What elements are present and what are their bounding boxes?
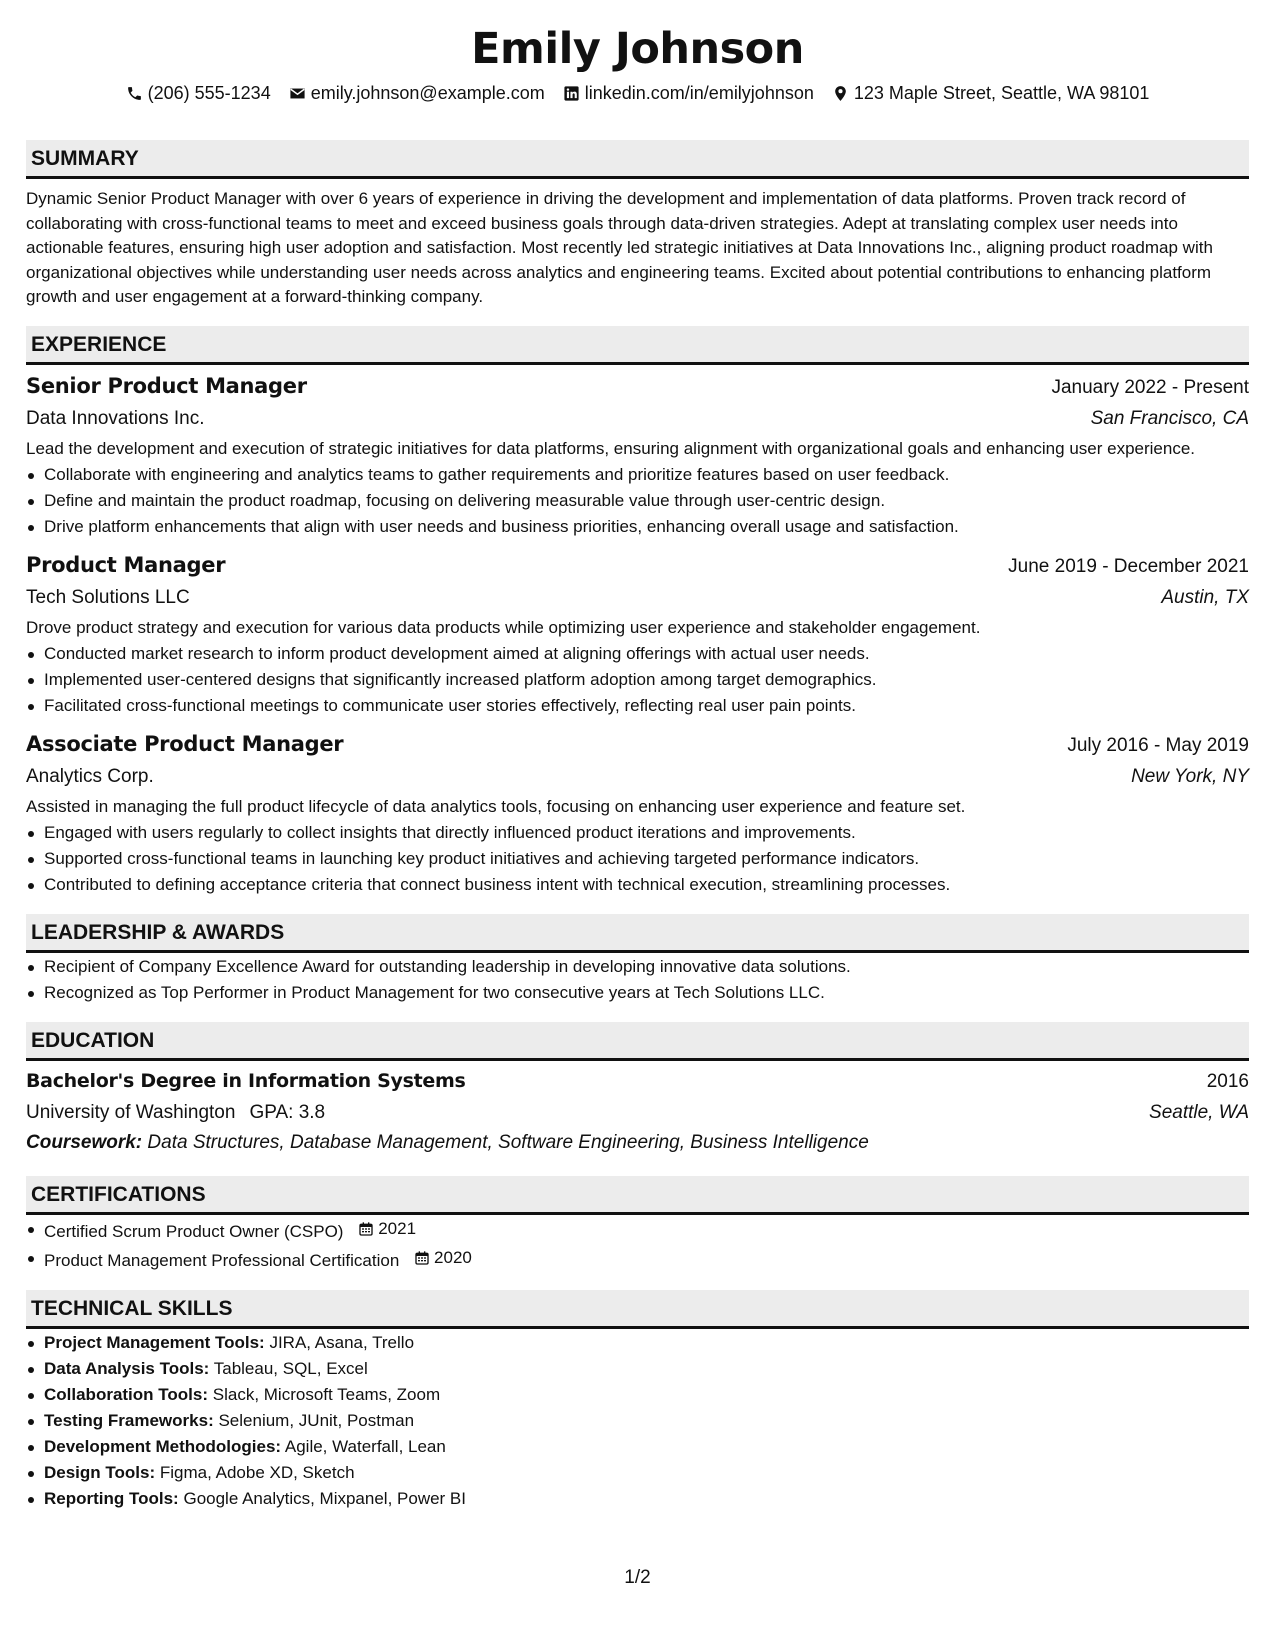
school-line	[26, 1097, 325, 1128]
education-heading: EDUCATION	[26, 1022, 1249, 1061]
job-description: Assisted in managing the full product lifecycle of data analytics tools, focusing on enhancing user experience and feature set.	[26, 796, 966, 816]
contact-linkedin[interactable]	[563, 78, 814, 108]
cert-year: 2021	[378, 1218, 417, 1238]
list-item	[26, 1382, 1249, 1408]
skill-value: Tableau, SQL, Excel	[213, 1358, 368, 1378]
coursework-list: Data Structures, Database Management, Software Engineering, Business Intelligence	[147, 1131, 869, 1153]
contact-bar	[26, 78, 1249, 108]
list-item: Implemented user-centered designs that significantly increased platform adoption among target demographics.	[26, 667, 1249, 693]
job-dates: June 2019 - December 2021	[1008, 555, 1249, 577]
job-company: Tech Solutions LLC	[26, 586, 190, 608]
job-dates: January 2022 - Present	[1051, 376, 1249, 398]
cert-year: 2020	[434, 1247, 472, 1267]
list-item	[26, 1408, 1249, 1434]
awards-list	[26, 954, 1249, 1006]
coursework	[26, 1128, 1249, 1158]
skill-label: Collaboration Tools:	[44, 1384, 209, 1404]
job-entry	[26, 729, 1249, 898]
list-item: Collaborate with engineering and analytics teams to gather requirements and prioritize features based on user feedback.	[26, 462, 1249, 488]
list-item	[26, 1245, 1249, 1274]
experience-heading: EXPERIENCE	[26, 326, 1249, 365]
list-item	[26, 1356, 1249, 1382]
calendar-icon	[414, 1250, 430, 1266]
phone-icon	[126, 85, 143, 102]
skill-value: Google Analytics, Mixpanel, Power BI	[183, 1488, 466, 1508]
skills-list	[26, 1330, 1249, 1512]
list-item	[26, 1216, 1249, 1245]
job-title: Associate Product Manager	[26, 731, 344, 756]
job-location: San Francisco, CA	[1090, 407, 1249, 429]
certifications-list	[26, 1216, 1249, 1274]
candidate-name: Emily Johnson	[471, 24, 804, 74]
school-location: Seattle, WA	[1149, 1101, 1249, 1123]
job-location: Austin, TX	[1161, 586, 1249, 608]
linkedin-icon	[563, 85, 580, 102]
address-text: 123 Maple Street, Seattle, WA 98101	[853, 83, 1150, 103]
skill-value: JIRA, Asana, Trello	[269, 1332, 415, 1352]
list-item: Recognized as Top Performer in Product Management for two consecutive years at Tech Solutions LLC.	[26, 980, 1249, 1006]
envelope-icon	[289, 85, 306, 102]
list-item: Recipient of Company Excellence Award for outstanding leadership in developing innovative data solutions.	[26, 954, 1249, 980]
degree-title: Bachelor's Degree in Information Systems	[26, 1069, 466, 1092]
list-item: Engaged with users regularly to collect insights that directly influenced product iterations and improvements.	[26, 820, 1249, 846]
skill-label: Testing Frameworks:	[44, 1410, 214, 1430]
phone-text: (206) 555-1234	[147, 83, 271, 103]
skill-label: Design Tools:	[44, 1462, 156, 1482]
job-title: Senior Product Manager	[26, 373, 307, 398]
linkedin-text: linkedin.com/in/emilyjohnson	[584, 83, 814, 103]
awards-heading: LEADERSHIP & AWARDS	[26, 914, 1249, 953]
list-item	[26, 1330, 1249, 1356]
job-bullets	[26, 462, 1249, 540]
list-item: Conducted market research to inform product development aimed at aligning offerings with actual user needs.	[26, 641, 1249, 667]
page-number: 1/2	[624, 1567, 651, 1588]
list-item: Drive platform enhancements that align with user needs and business priorities, enhancing overall usage and satisfaction.	[26, 514, 1249, 540]
skill-label: Reporting Tools:	[44, 1488, 179, 1508]
contact-email[interactable]	[289, 78, 545, 108]
education-entry	[26, 1066, 1249, 1158]
list-item: Define and maintain the product roadmap, focusing on delivering measurable value through user-centric design.	[26, 488, 1249, 514]
school-name: University of Washington	[26, 1101, 236, 1123]
skill-value: Agile, Waterfall, Lean	[284, 1436, 446, 1456]
job-entry	[26, 550, 1249, 719]
job-location: New York, NY	[1131, 765, 1249, 787]
coursework-label: Coursework:	[26, 1131, 143, 1153]
summary-heading: SUMMARY	[26, 140, 1249, 179]
job-bullets	[26, 641, 1249, 719]
list-item: Supported cross-functional teams in launching key product initiatives and achieving targeted performance indicators.	[26, 846, 1249, 872]
gpa: GPA: 3.8	[249, 1101, 326, 1123]
certifications-heading: CERTIFICATIONS	[26, 1176, 1249, 1215]
job-description: Lead the development and execution of strategic initiatives for data platforms, ensuring alignment with organizational goals and enhancing user experience.	[26, 438, 1195, 458]
contact-phone[interactable]	[126, 78, 271, 108]
job-title: Product Manager	[26, 552, 226, 577]
map-pin-icon	[832, 85, 849, 102]
job-company: Data Innovations Inc.	[26, 407, 205, 429]
list-item: Facilitated cross-functional meetings to communicate user stories effectively, reflecting real user pain points.	[26, 693, 1249, 719]
job-dates: July 2016 - May 2019	[1067, 734, 1249, 756]
skill-label: Project Management Tools:	[44, 1332, 265, 1352]
job-bullets	[26, 820, 1249, 898]
skill-value: Slack, Microsoft Teams, Zoom	[212, 1384, 441, 1404]
graduation-year: 2016	[1206, 1070, 1249, 1092]
calendar-icon	[358, 1221, 374, 1237]
list-item	[26, 1434, 1249, 1460]
cert-name: Product Management Professional Certification	[44, 1250, 400, 1270]
skill-label: Development Methodologies:	[44, 1436, 282, 1456]
job-description: Drove product strategy and execution for various data products while optimizing user experience and stakeholder engagement.	[26, 617, 981, 637]
skills-heading: TECHNICAL SKILLS	[26, 1290, 1249, 1329]
summary-text: Dynamic Senior Product Manager with over 6 years of experience in driving the development and implementation of data platforms. Proven track record of collaborating with cross-functional teams to meet and exceed business goals through data-driven strategies. Adept at translating complex user needs into actionable features, ensuring high user adoption and satisfaction. Most recently led strategic initiatives at Data Innovations Inc., aligning product roadmap with organizational objectives while understanding user needs across analytics and engineering teams. Excited about potential contributions to enhancing platform growth and user engagement at a forward-thinking company.	[26, 189, 1213, 306]
cert-name: Certified Scrum Product Owner (CSPO)	[44, 1221, 344, 1241]
list-item	[26, 1486, 1249, 1512]
skill-value: Selenium, JUnit, Postman	[218, 1410, 415, 1430]
job-company: Analytics Corp.	[26, 765, 154, 787]
resume-page	[26, 0, 1249, 1512]
email-text: emily.johnson@example.com	[310, 83, 545, 103]
list-item: Contributed to defining acceptance criteria that connect business intent with technical execution, streamlining processes.	[26, 872, 1249, 898]
skill-value: Figma, Adobe XD, Sketch	[159, 1462, 355, 1482]
list-item	[26, 1460, 1249, 1486]
contact-address	[832, 78, 1150, 108]
job-entry	[26, 371, 1249, 540]
skill-label: Data Analysis Tools:	[44, 1358, 210, 1378]
